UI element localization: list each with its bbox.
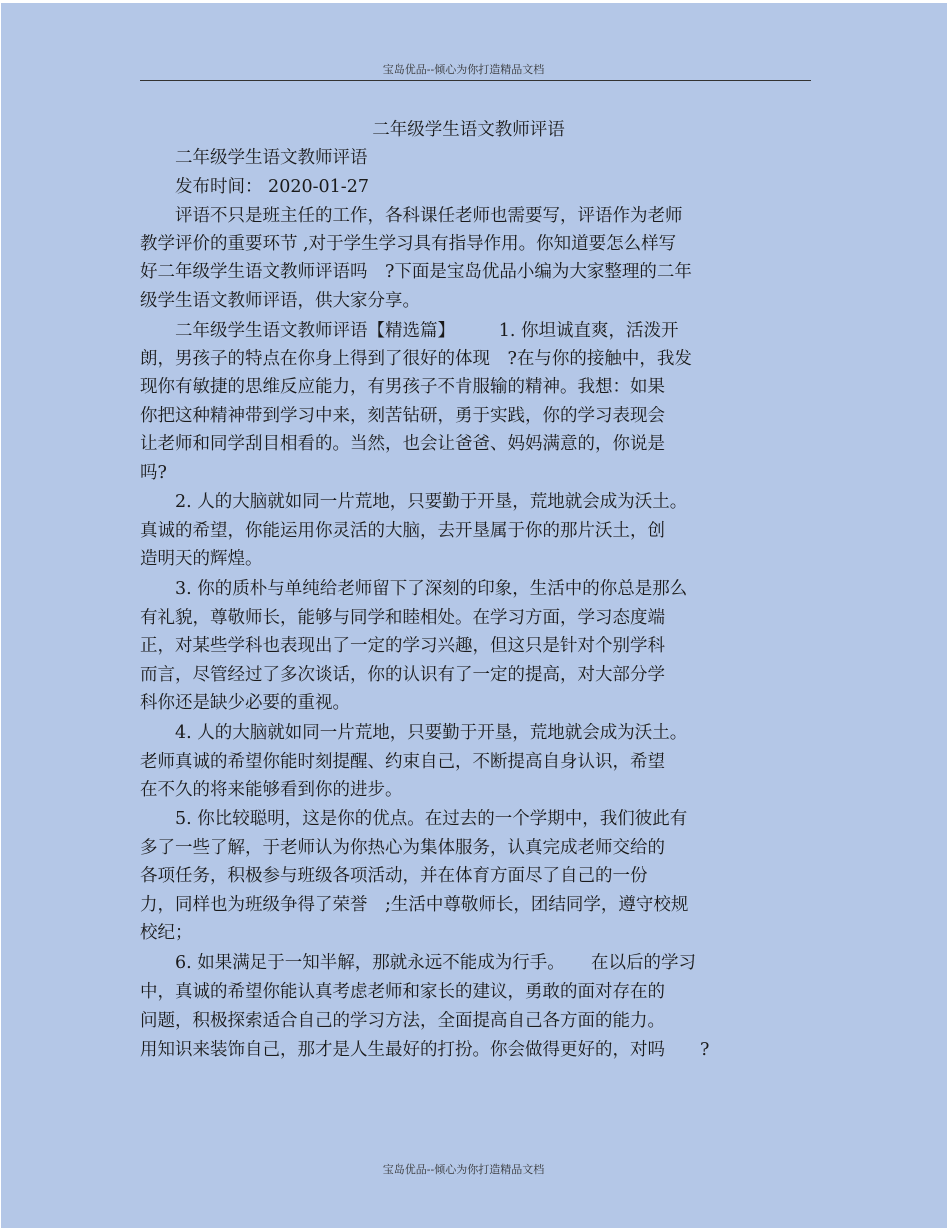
body-line: 3. 你的质朴与单纯给老师留下了深刻的印象，生活中的你总是那么: [140, 579, 688, 599]
document-page: [1, 3, 947, 1228]
body-line: 发布时间： 2020-01-27: [140, 177, 369, 197]
body-line: 真诚的希望，你能运用你灵活的大脑，去开垦属于你的那片沃土，创: [140, 521, 665, 541]
body-line: 4. 人的大脑就如同一片荒地，只要勤于开垦，荒地就会成为沃土。: [140, 723, 688, 743]
body-line: 有礼貌，尊敬师长，能够与同学和睦相处。在学习方面，学习态度端: [140, 608, 665, 628]
body-line: 力，同样也为班级争得了荣誉 ;生活中尊敬师长，团结同学，遵守校规: [140, 895, 689, 915]
body-line: 让老师和同学刮目相看的。当然，也会让爸爸、妈妈满意的，你说是: [140, 434, 665, 454]
page-footer: 宝岛优品--倾心为你打造精品文档: [382, 1163, 545, 1176]
page-header: 宝岛优品--倾心为你打造精品文档: [382, 63, 545, 76]
header-divider: [140, 80, 811, 81]
body-line: 评语不只是班主任的工作，各科课任老师也需要写，评语作为老师: [140, 206, 683, 226]
body-line: 二年级学生语文教师评语: [140, 148, 368, 168]
body-line: 好二年级学生语文教师评语吗 ?下面是宝岛优品小编为大家整理的二年: [140, 262, 692, 282]
body-line: 老师真诚的希望你能时刻提醒、约束自己，不断提高自身认识，希望: [140, 752, 665, 772]
body-line: 教学评价的重要环节 ,对于学生学习具有指导作用。你知道要怎么样写: [140, 234, 677, 254]
body-line: 6. 如果满足于一知半解，那就永远不能成为行手。 在以后的学习: [140, 953, 697, 973]
body-line: 你把这种精神带到学习中来，刻苦钻研，勇于实践，你的学习表现会: [140, 406, 665, 426]
body-line: 科你还是缺少必要的重视。: [140, 693, 350, 713]
document-title: 二年级学生语文教师评语: [372, 120, 565, 140]
body-line: 现你有敏捷的思维反应能力，有男孩子不肯服输的精神。我想：如果: [140, 377, 665, 397]
body-line: 正，对某些学科也表现出了一定的学习兴趣，但这只是针对个别学科: [140, 636, 665, 656]
body-line: 5. 你比较聪明，这是你的优点。在过去的一个学期中，我们彼此有: [140, 809, 688, 829]
body-line: 中，真诚的希望你能认真考虑老师和家长的建议，勇敢的面对存在的: [140, 982, 665, 1002]
body-line: 级学生语文教师评语，供大家分享。: [140, 291, 420, 311]
body-line: 问题，积极探索适合自己的学习方法，全面提高自己各方面的能力。: [140, 1011, 665, 1031]
body-line: 造明天的辉煌。: [140, 549, 263, 569]
body-line: 各项任务，积极参与班级各项活动，并在体育方面尽了自己的一份: [140, 866, 648, 886]
body-line: 吗?: [140, 463, 167, 483]
body-line: 朗，男孩子的特点在你身上得到了很好的体现 ?在与你的接触中，我发: [140, 349, 692, 369]
body-line: 用知识来装饰自己，那才是人生最好的打扮。你会做得更好的，对吗 ?: [140, 1040, 710, 1060]
body-line: 2. 人的大脑就如同一片荒地，只要勤于开垦，荒地就会成为沃土。: [140, 492, 688, 512]
body-line: 二年级学生语文教师评语【精选篇】 1. 你坦诚直爽，活泼开: [140, 321, 679, 341]
body-line: 而言，尽管经过了多次谈话，你的认识有了一定的提高，对大部分学: [140, 665, 665, 685]
body-line: 校纪；: [140, 923, 193, 943]
body-line: 多了一些了解，于老师认为你热心为集体服务，认真完成老师交给的: [140, 838, 665, 858]
body-line: 在不久的将来能够看到你的进步。: [140, 780, 403, 800]
